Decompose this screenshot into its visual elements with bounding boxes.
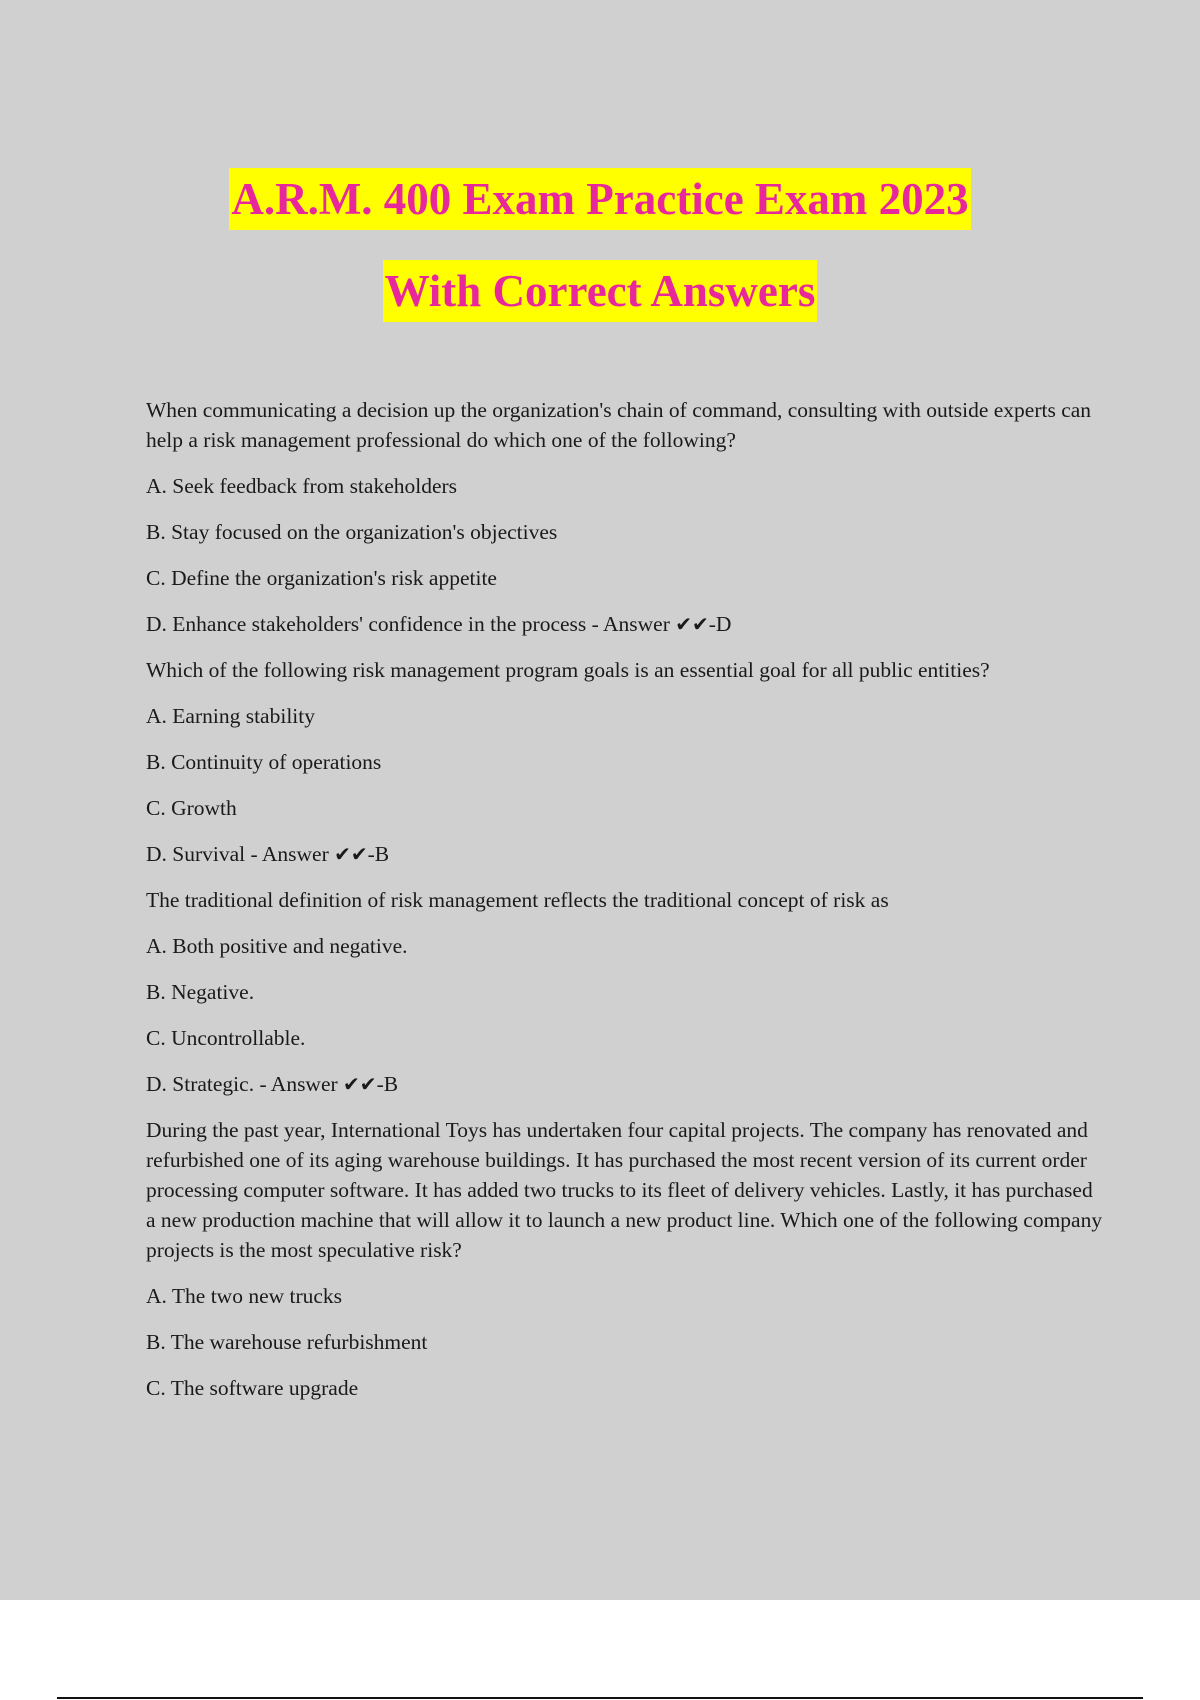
- document-body: [146, 395, 1106, 1419]
- answer-option: B. The warehouse refurbishment: [146, 1330, 428, 1354]
- answer-option: B. Stay focused on the organization's objectives: [146, 520, 558, 544]
- double-check-icon: ✔✔: [334, 842, 368, 866]
- question-stem: During the past year, International Toys has undertaken four capital projects. The company has renovated and refurbished one of its aging warehouse buildings. It has purchased the most recent version of its current order processing computer software. It has added two trucks to its fleet of delivery vehicles. Lastly, it has purchased a new production machine that will allow it to launch a new product line. Which one of the following company projects is the most speculative risk?: [146, 1118, 1103, 1262]
- correct-answer: -B: [367, 842, 390, 866]
- answer-option-text: D. Survival - Answer: [146, 842, 335, 866]
- double-check-icon: ✔✔: [675, 612, 709, 636]
- answer-option: B. Negative.: [146, 980, 255, 1004]
- answer-option: A. Earning stability: [146, 704, 315, 728]
- title-line-1: A.R.M. 400 Exam Practice Exam 2023: [229, 168, 970, 230]
- answer-option: C. Growth: [146, 796, 237, 820]
- question-stem: Which of the following risk management program goals is an essential goal for all public entities?: [146, 658, 990, 682]
- answer-option: A. Both positive and negative.: [146, 934, 408, 958]
- answer-option-with-answer: [146, 1069, 1106, 1099]
- answer-option: C. Uncontrollable.: [146, 1026, 306, 1050]
- answer-option: A. The two new trucks: [146, 1284, 343, 1308]
- double-check-icon: ✔✔: [343, 1072, 377, 1096]
- answer-option: B. Continuity of operations: [146, 750, 382, 774]
- footer-divider: [57, 1697, 1143, 1699]
- answer-option: C. The software upgrade: [146, 1376, 359, 1400]
- correct-answer: -B: [376, 1072, 399, 1096]
- correct-answer: -D: [708, 612, 732, 636]
- answer-option-with-answer: [146, 609, 1106, 639]
- answer-option-with-answer: [146, 839, 1106, 869]
- answer-option-text: D. Enhance stakeholders' confidence in the process - Answer: [146, 612, 676, 636]
- document-title: [0, 168, 1200, 352]
- answer-option: A. Seek feedback from stakeholders: [146, 474, 458, 498]
- answer-option: C. Define the organization's risk appetite: [146, 566, 497, 590]
- question-stem: When communicating a decision up the organization's chain of command, consulting with outside experts can help a risk management professional do which one of the following?: [146, 398, 1092, 452]
- question-stem: The traditional definition of risk management reflects the traditional concept of risk as: [146, 888, 889, 912]
- title-line-2: With Correct Answers: [383, 260, 818, 322]
- answer-option-text: D. Strategic. - Answer: [146, 1072, 344, 1096]
